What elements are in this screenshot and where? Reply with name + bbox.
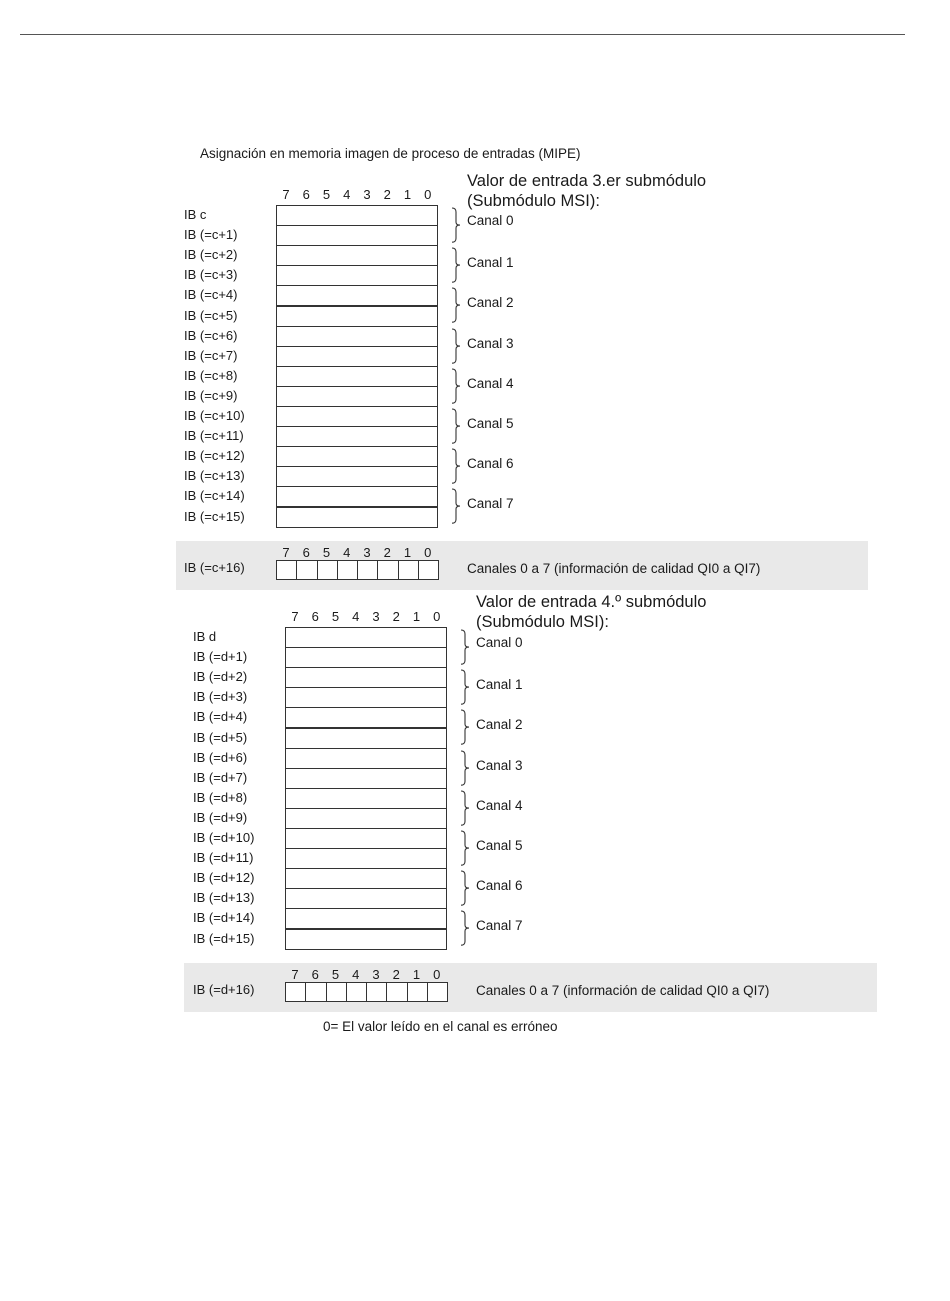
byte-label: IB (=c+13) — [184, 468, 245, 484]
byte-cell — [285, 707, 447, 728]
channel-label: Canal 7 — [476, 918, 523, 934]
byte-label: IB (=c+3) — [184, 267, 238, 283]
byte-label: IB (=c+14) — [184, 488, 245, 504]
channel-label: Canal 3 — [476, 757, 523, 773]
quality-bit-cell — [337, 560, 358, 580]
byte-cell — [276, 285, 438, 306]
bit-label: 2 — [392, 967, 400, 982]
byte-cell — [285, 667, 447, 688]
byte-cell — [285, 647, 447, 668]
byte-label: IB (=d+10) — [193, 830, 255, 845]
byte-cell — [276, 326, 438, 347]
byte-cell — [276, 446, 438, 467]
quality-bit-cell — [285, 982, 306, 1002]
byte-label: IB (=c+15) — [184, 508, 245, 524]
byte-cell — [285, 848, 447, 869]
bit-label: 7 — [291, 609, 299, 624]
quality-bit-cell — [346, 982, 367, 1002]
byte-label: IB (=d+11) — [193, 850, 254, 866]
bit-label: 4 — [343, 545, 351, 560]
byte-cell — [285, 908, 447, 929]
channel-brace — [450, 368, 462, 404]
bit-label: 5 — [331, 609, 340, 624]
diagram-caption: Asignación en memoria imagen de proceso de entradas (MIPE) — [200, 146, 581, 161]
byte-cell — [276, 486, 438, 507]
byte-cell — [285, 828, 447, 849]
bit-label: 0 — [433, 609, 441, 624]
channel-brace — [459, 669, 471, 705]
bit-label: 5 — [322, 545, 331, 560]
byte-cell — [276, 507, 438, 528]
channel-brace — [459, 709, 471, 745]
channel-label: Canal 2 — [467, 295, 514, 311]
byte-cell — [285, 768, 447, 789]
byte-cell — [276, 426, 438, 447]
bit-label: 7 — [282, 187, 290, 202]
byte-cell — [285, 929, 447, 950]
quality-bit-cell — [276, 560, 297, 580]
byte-cell — [276, 205, 438, 226]
footnote: 0= El valor leído en el canal es erróneo — [323, 1019, 558, 1034]
byte-cell — [276, 406, 438, 427]
channel-brace — [450, 287, 462, 323]
submodule-title: Valor de entrada 3.er submódulo — [467, 172, 707, 190]
bit-label: 3 — [372, 967, 380, 982]
channel-label: Canal 5 — [476, 838, 523, 853]
channel-brace — [459, 790, 471, 826]
channel-brace — [450, 207, 462, 243]
bit-header — [276, 187, 441, 203]
channel-label: Canal 2 — [476, 717, 523, 733]
channel-label: Canal 6 — [467, 456, 514, 472]
byte-cell — [276, 225, 438, 246]
bit-label: 4 — [343, 187, 351, 202]
byte-label: IB (=d+14) — [193, 910, 255, 926]
bit-label: 0 — [424, 545, 432, 560]
channel-label: Canal 0 — [467, 213, 514, 228]
byte-label: IB (=d+6) — [193, 749, 248, 765]
byte-label: IB (=c+2) — [184, 247, 238, 263]
channel-label: Canal 1 — [467, 255, 514, 271]
submodule-title: Valor de entrada 4.º submódulo — [476, 593, 707, 611]
submodule-subtitle: (Submódulo MSI): — [467, 192, 600, 210]
channel-label: Canal 7 — [467, 496, 514, 512]
channel-label: Canal 5 — [467, 416, 514, 431]
byte-cell — [276, 265, 438, 286]
bit-label: 3 — [363, 545, 371, 560]
byte-label: IB c — [184, 207, 207, 222]
bit-label: 0 — [433, 967, 441, 982]
bit-label: 4 — [352, 609, 360, 624]
byte-label: IB (=d+7) — [193, 769, 248, 785]
quality-description: Canales 0 a 7 (información de calidad QI0 a QI7) — [476, 983, 770, 998]
byte-cell — [285, 627, 447, 648]
bit-label: 6 — [311, 609, 319, 624]
quality-bit-cell — [296, 560, 317, 580]
quality-bit-cell — [386, 982, 407, 1002]
quality-bit-cell — [357, 560, 378, 580]
quality-bit-cell — [418, 560, 439, 580]
byte-label: IB (=d+5) — [193, 729, 248, 745]
byte-cell — [276, 366, 438, 387]
channel-label: Canal 4 — [476, 797, 523, 813]
channel-label: Canal 1 — [476, 677, 523, 693]
byte-label: IB (=c+11) — [184, 428, 244, 444]
byte-label: IB (=d+13) — [193, 890, 255, 906]
header-rule — [20, 34, 905, 35]
bit-label: 7 — [291, 967, 299, 982]
channel-brace — [450, 247, 462, 283]
submodule-subtitle: (Submódulo MSI): — [476, 613, 609, 631]
bit-label: 1 — [412, 967, 421, 982]
quality-bit-cell — [427, 982, 448, 1002]
bit-label: 2 — [383, 545, 391, 560]
channel-brace — [459, 870, 471, 906]
channel-brace — [450, 488, 462, 524]
byte-cell — [285, 808, 447, 829]
quality-bit-cell — [377, 560, 398, 580]
byte-label: IB (=d+2) — [193, 669, 248, 685]
bit-label: 5 — [331, 967, 340, 982]
channel-label: Canal 3 — [467, 335, 514, 351]
byte-label: IB (=c+1) — [184, 227, 238, 243]
bit-label: 1 — [403, 545, 412, 560]
quality-bit-cell — [326, 982, 347, 1002]
byte-label: IB (=d+4) — [193, 709, 248, 725]
byte-label: IB (=d+8) — [193, 789, 248, 805]
quality-bit-cell — [398, 560, 419, 580]
byte-cell — [276, 466, 438, 487]
quality-description: Canales 0 a 7 (información de calidad QI0 a QI7) — [467, 561, 761, 576]
bit-label: 5 — [322, 187, 331, 202]
bit-label: 3 — [372, 609, 380, 624]
bit-label: 6 — [302, 187, 310, 202]
bit-label: 2 — [383, 187, 391, 202]
byte-label: IB (=d+1) — [193, 649, 248, 665]
bit-header — [285, 609, 450, 625]
byte-label: IB d — [193, 629, 217, 644]
bit-label: 1 — [412, 609, 421, 624]
byte-label: IB (=d+12) — [193, 870, 255, 886]
byte-cell — [285, 687, 447, 708]
bit-label: 7 — [282, 545, 290, 560]
channel-label: Canal 0 — [476, 635, 523, 650]
byte-label: IB (=c+8) — [184, 367, 238, 383]
channel-brace — [450, 448, 462, 484]
byte-label: IB (=d+3) — [193, 689, 248, 705]
channel-brace — [459, 750, 471, 786]
byte-label: IB (=c+6) — [184, 327, 238, 343]
byte-label: IB (=c+7) — [184, 347, 238, 363]
channel-brace — [459, 910, 471, 946]
bit-label: 6 — [311, 967, 319, 982]
byte-cell — [276, 306, 438, 327]
byte-cell — [276, 346, 438, 367]
byte-label: IB (=c+12) — [184, 448, 245, 464]
quality-bit-cell — [305, 982, 326, 1002]
quality-bit-cell — [366, 982, 387, 1002]
quality-bit-cell — [407, 982, 428, 1002]
byte-cell — [285, 788, 447, 809]
bit-label: 4 — [352, 967, 360, 982]
byte-cell — [285, 868, 447, 889]
byte-cell — [276, 245, 438, 266]
quality-byte-label: IB (=c+16) — [184, 560, 245, 575]
byte-label: IB (=c+4) — [184, 287, 238, 303]
bit-label: 1 — [403, 187, 412, 202]
byte-label: IB (=c+10) — [184, 408, 245, 423]
bit-label: 6 — [302, 545, 310, 560]
channel-brace — [459, 629, 471, 665]
bit-label: 0 — [424, 187, 432, 202]
channel-brace — [450, 408, 462, 444]
byte-label: IB (=d+9) — [193, 809, 248, 825]
channel-brace — [459, 830, 471, 866]
byte-label: IB (=d+15) — [193, 930, 255, 946]
byte-label: IB (=c+9) — [184, 387, 238, 403]
quality-byte-label: IB (=d+16) — [193, 982, 255, 997]
byte-cell — [285, 888, 447, 909]
bit-label: 2 — [392, 609, 400, 624]
quality-bit-cell — [317, 560, 338, 580]
byte-label: IB (=c+5) — [184, 307, 238, 323]
channel-label: Canal 6 — [476, 878, 523, 894]
byte-cell — [285, 728, 447, 749]
byte-cell — [285, 748, 447, 769]
quality-bit-header — [276, 545, 441, 561]
byte-cell — [276, 386, 438, 407]
quality-bit-header — [285, 967, 450, 983]
channel-label: Canal 4 — [467, 375, 514, 391]
channel-brace — [450, 328, 462, 364]
bit-label: 3 — [363, 187, 371, 202]
